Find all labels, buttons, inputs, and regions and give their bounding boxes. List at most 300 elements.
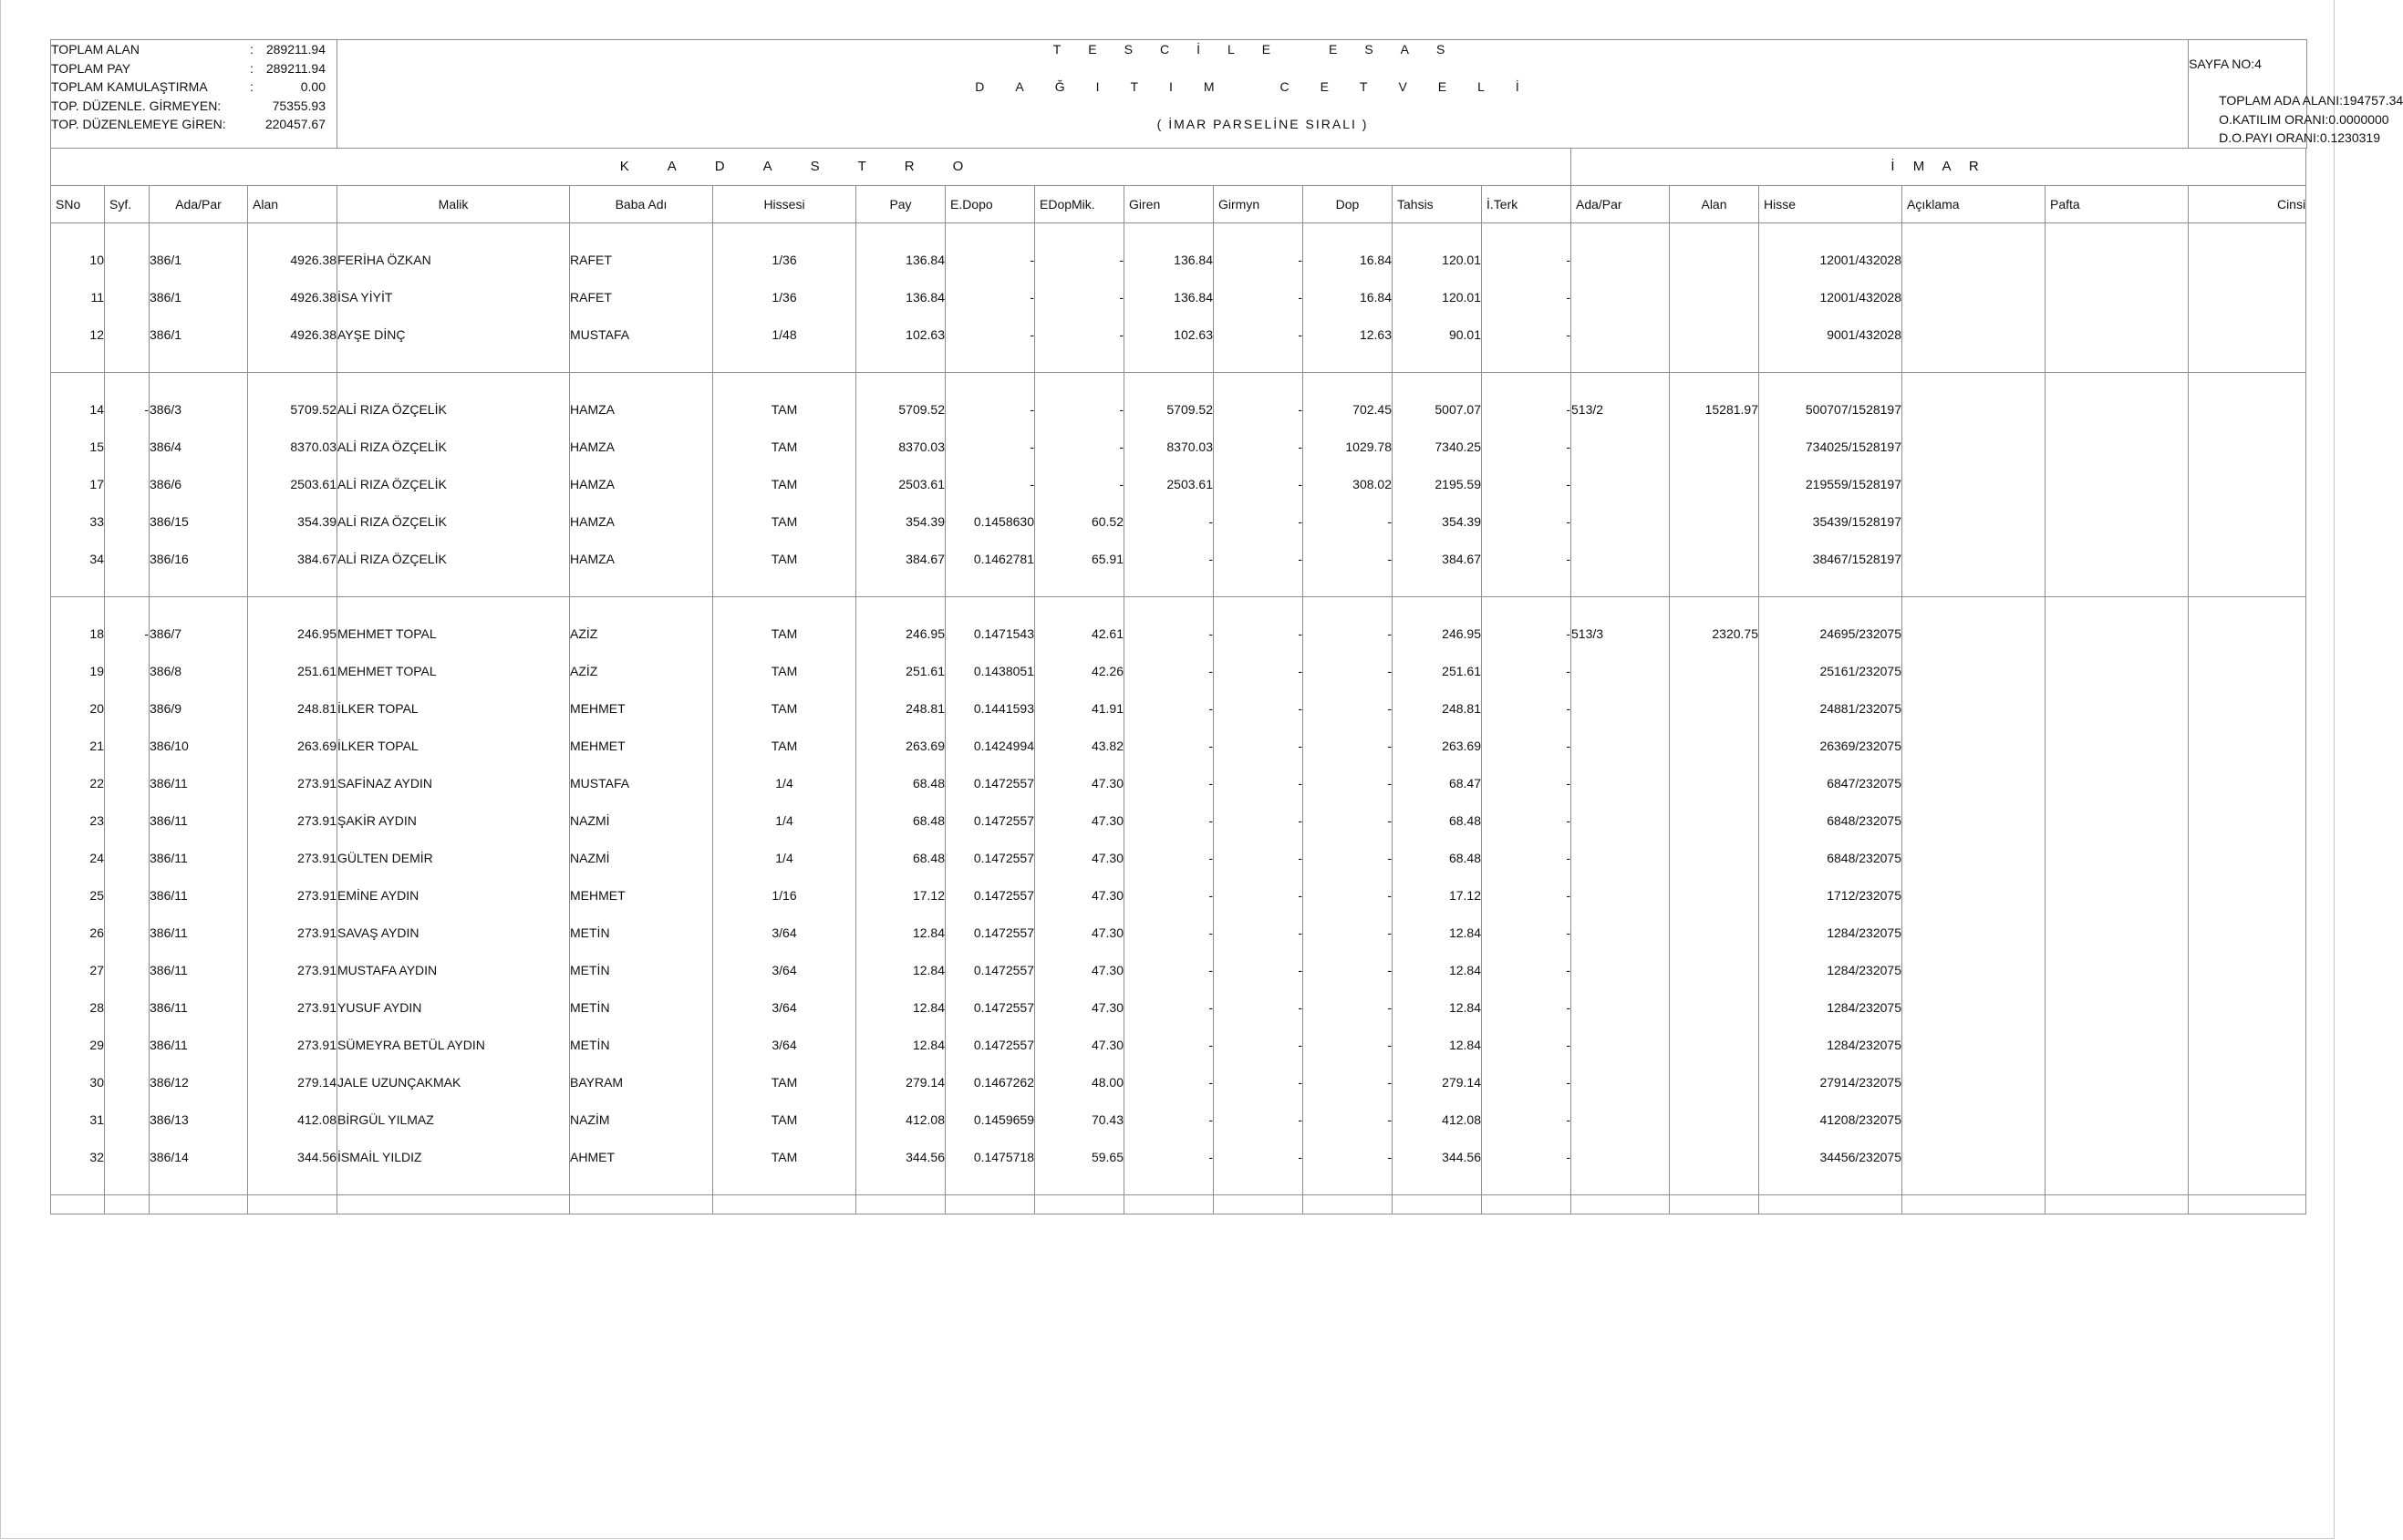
cell-malik: EMİNE AYDIN <box>337 877 570 915</box>
cell-hissesi: TAM <box>713 615 856 653</box>
cell-edopmik: 59.65 <box>1035 1139 1124 1176</box>
cell-edopo: 0.1462781 <box>946 541 1035 578</box>
cell-imar-adapar <box>1571 765 1670 802</box>
cell-tahsis: 263.69 <box>1393 728 1482 765</box>
cell-empty <box>1902 690 2046 728</box>
cell-imar-adapar <box>1571 653 1670 690</box>
cell-empty <box>1902 1027 2046 1064</box>
summary-row <box>51 59 337 78</box>
cell-sno: 18 <box>51 615 105 653</box>
cell-hisse: 24881/232075 <box>1759 690 1902 728</box>
cell-imar-alan: 15281.97 <box>1670 391 1759 429</box>
cell-pay: 12.84 <box>856 952 946 989</box>
cell-adapar: 386/12 <box>150 1064 248 1101</box>
cell-alan: 273.91 <box>248 802 337 840</box>
table-row <box>51 877 2307 915</box>
cell-syf <box>105 1139 150 1176</box>
cell-malik: ALİ RIZA ÖZÇELİK <box>337 391 570 429</box>
cell-hissesi: 1/4 <box>713 765 856 802</box>
cell-hissesi: 3/64 <box>713 1027 856 1064</box>
cell-malik: MEHMET TOPAL <box>337 615 570 653</box>
cell-iterk: - <box>1482 391 1571 429</box>
cell-edopo: 0.1472557 <box>946 840 1035 877</box>
cell-baba: MEHMET <box>570 728 713 765</box>
cell-tahsis: 17.12 <box>1393 877 1482 915</box>
column-header: Alan <box>248 185 337 222</box>
cell-edopmik: 43.82 <box>1035 728 1124 765</box>
column-header: Syf. <box>105 185 150 222</box>
cell-empty <box>2189 1027 2306 1064</box>
table-row <box>51 1027 2307 1064</box>
cell-baba: NAZMİ <box>570 840 713 877</box>
cell-alan: 8370.03 <box>248 429 337 466</box>
cell-baba: RAFET <box>570 242 713 279</box>
summary-label: TOP. DÜZENLEMEYE GİREN: <box>51 117 226 131</box>
cell-empty <box>1902 877 2046 915</box>
cell-giren: 136.84 <box>1124 279 1214 316</box>
cell-dop: - <box>1303 1139 1393 1176</box>
cell-baba: METİN <box>570 952 713 989</box>
column-header: Malik <box>337 185 570 222</box>
cell-empty <box>1902 429 2046 466</box>
cell-tahsis: 68.48 <box>1393 840 1482 877</box>
cell-adapar: 386/9 <box>150 690 248 728</box>
cell-hissesi: TAM <box>713 1101 856 1139</box>
cell-girmyn: - <box>1214 728 1303 765</box>
cell-iterk: - <box>1482 952 1571 989</box>
cell-tahsis: 7340.25 <box>1393 429 1482 466</box>
cell-empty <box>2189 915 2306 952</box>
cell-baba: METİN <box>570 1027 713 1064</box>
cell-alan: 246.95 <box>248 615 337 653</box>
cell-imar-alan <box>1670 279 1759 316</box>
cell-giren: 102.63 <box>1124 316 1214 354</box>
cell-alan: 412.08 <box>248 1101 337 1139</box>
cell-syf <box>105 653 150 690</box>
cell-hisse: 38467/1528197 <box>1759 541 1902 578</box>
cell-adapar: 386/11 <box>150 952 248 989</box>
cell-adapar: 386/8 <box>150 653 248 690</box>
cell-giren: - <box>1124 1064 1214 1101</box>
cell-dop: - <box>1303 877 1393 915</box>
cell-malik: SAVAŞ AYDIN <box>337 915 570 952</box>
cell-dop: 1029.78 <box>1303 429 1393 466</box>
cell-giren: - <box>1124 653 1214 690</box>
cell-hisse: 9001/432028 <box>1759 316 1902 354</box>
cell-edopo: 0.1475718 <box>946 1139 1035 1176</box>
table-row <box>51 466 2307 503</box>
cell-baba: AHMET <box>570 1139 713 1176</box>
cell-imar-alan <box>1670 728 1759 765</box>
cell-iterk: - <box>1482 1139 1571 1176</box>
cell-dop: - <box>1303 615 1393 653</box>
cell-imar-adapar: 513/3 <box>1571 615 1670 653</box>
cell-pay: 246.95 <box>856 615 946 653</box>
spacer-row <box>51 1176 2307 1195</box>
cell-malik: SAFİNAZ AYDIN <box>337 765 570 802</box>
cell-empty <box>1902 765 2046 802</box>
cell-adapar: 386/16 <box>150 541 248 578</box>
cell-empty <box>2046 915 2189 952</box>
cell-imar-adapar <box>1571 503 1670 541</box>
cell-malik: FERİHA ÖZKAN <box>337 242 570 279</box>
cell-empty <box>1902 653 2046 690</box>
cell-imar-alan <box>1670 952 1759 989</box>
cell-empty <box>2046 279 2189 316</box>
column-header: Hissesi <box>713 185 856 222</box>
cell-empty <box>2046 952 2189 989</box>
summary-value: 289211.94 <box>265 42 326 57</box>
table-row <box>51 765 2307 802</box>
cell-pay: 102.63 <box>856 316 946 354</box>
table-row <box>51 690 2307 728</box>
cell-empty <box>2189 690 2306 728</box>
cell-syf <box>105 242 150 279</box>
cell-syf <box>105 989 150 1027</box>
cell-edopmik: 60.52 <box>1035 503 1124 541</box>
cell-alan: 2503.61 <box>248 466 337 503</box>
cell-hissesi: 1/16 <box>713 877 856 915</box>
cell-baba: HAMZA <box>570 503 713 541</box>
cell-adapar: 386/11 <box>150 1027 248 1064</box>
cell-imar-adapar <box>1571 690 1670 728</box>
cell-tahsis: 120.01 <box>1393 242 1482 279</box>
cell-alan: 248.81 <box>248 690 337 728</box>
cell-empty <box>2189 615 2306 653</box>
column-header-row <box>51 185 2307 222</box>
cell-alan: 279.14 <box>248 1064 337 1101</box>
cell-hisse: 734025/1528197 <box>1759 429 1902 466</box>
cell-malik: ŞAKİR AYDIN <box>337 802 570 840</box>
cell-hissesi: TAM <box>713 541 856 578</box>
cell-empty <box>2046 429 2189 466</box>
cell-empty <box>1902 1064 2046 1101</box>
cell-adapar: 386/1 <box>150 316 248 354</box>
cell-adapar: 386/1 <box>150 242 248 279</box>
cell-malik: GÜLTEN DEMİR <box>337 840 570 877</box>
column-header: Cinsi <box>2189 185 2306 222</box>
cell-baba: RAFET <box>570 279 713 316</box>
cell-edopmik: - <box>1035 466 1124 503</box>
cell-empty <box>2189 242 2306 279</box>
cell-girmyn: - <box>1214 466 1303 503</box>
cell-empty <box>2046 1064 2189 1101</box>
cell-dop: - <box>1303 765 1393 802</box>
cell-tahsis: 12.84 <box>1393 989 1482 1027</box>
cell-empty <box>2046 615 2189 653</box>
cell-giren: 136.84 <box>1124 242 1214 279</box>
cell-alan: 4926.38 <box>248 279 337 316</box>
table-row <box>51 242 2307 279</box>
cell-pay: 279.14 <box>856 1064 946 1101</box>
cell-adapar: 386/10 <box>150 728 248 765</box>
cell-girmyn: - <box>1214 503 1303 541</box>
cell-imar-alan <box>1670 503 1759 541</box>
cell-imar-alan <box>1670 840 1759 877</box>
cell-iterk: - <box>1482 466 1571 503</box>
cell-edopo: 0.1472557 <box>946 877 1035 915</box>
cell-edopmik: 47.30 <box>1035 840 1124 877</box>
cell-syf <box>105 1064 150 1101</box>
cell-hisse: 1712/232075 <box>1759 877 1902 915</box>
cell-dop: 16.84 <box>1303 279 1393 316</box>
cell-pay: 8370.03 <box>856 429 946 466</box>
cell-hisse: 12001/432028 <box>1759 242 1902 279</box>
cell-empty <box>2046 242 2189 279</box>
cell-imar-alan <box>1670 466 1759 503</box>
cell-pay: 251.61 <box>856 653 946 690</box>
cell-edopo: 0.1424994 <box>946 728 1035 765</box>
cell-empty <box>2046 840 2189 877</box>
cell-girmyn: - <box>1214 877 1303 915</box>
cell-imar-alan <box>1670 690 1759 728</box>
cell-imar-adapar: 513/2 <box>1571 391 1670 429</box>
summary-value: 289211.94 <box>265 60 326 76</box>
cell-tahsis: 68.48 <box>1393 802 1482 840</box>
cell-adapar: 386/13 <box>150 1101 248 1139</box>
right-info-block <box>2189 40 2403 149</box>
cell-imar-alan <box>1670 989 1759 1027</box>
summary-colon: : <box>250 79 254 94</box>
cell-sno: 17 <box>51 466 105 503</box>
cell-imar-alan <box>1670 1064 1759 1101</box>
cell-edopo: - <box>946 242 1035 279</box>
cell-alan: 273.91 <box>248 877 337 915</box>
cell-pay: 136.84 <box>856 279 946 316</box>
cell-imar-alan <box>1670 242 1759 279</box>
cell-empty <box>2189 429 2306 466</box>
cell-imar-adapar <box>1571 1139 1670 1176</box>
cell-edopo: 0.1472557 <box>946 989 1035 1027</box>
cell-giren: - <box>1124 765 1214 802</box>
cell-malik: MUSTAFA AYDIN <box>337 952 570 989</box>
table-row <box>51 915 2307 952</box>
cell-edopo: 0.1472557 <box>946 915 1035 952</box>
cell-baba: METİN <box>570 989 713 1027</box>
summary-value: 220457.67 <box>264 117 326 131</box>
cell-tahsis: 5007.07 <box>1393 391 1482 429</box>
table-row <box>51 952 2307 989</box>
cell-empty <box>2189 989 2306 1027</box>
cell-tahsis: 354.39 <box>1393 503 1482 541</box>
cell-imar-alan <box>1670 765 1759 802</box>
cell-hissesi: TAM <box>713 1064 856 1101</box>
summary-colon <box>250 115 263 134</box>
cell-empty <box>2046 653 2189 690</box>
cell-sno: 25 <box>51 877 105 915</box>
cell-empty <box>1902 840 2046 877</box>
cell-sno: 22 <box>51 765 105 802</box>
cell-hissesi: 3/64 <box>713 952 856 989</box>
cell-pay: 344.56 <box>856 1139 946 1176</box>
cell-imar-alan <box>1670 1027 1759 1064</box>
cell-empty <box>2046 690 2189 728</box>
cell-girmyn: - <box>1214 429 1303 466</box>
cell-pay: 12.84 <box>856 1027 946 1064</box>
cell-edopo: - <box>946 279 1035 316</box>
cell-edopmik: 42.26 <box>1035 653 1124 690</box>
cell-alan: 273.91 <box>248 840 337 877</box>
column-header: Açıklama <box>1902 185 2046 222</box>
cell-iterk: - <box>1482 989 1571 1027</box>
cell-girmyn: - <box>1214 1101 1303 1139</box>
cell-edopo: - <box>946 429 1035 466</box>
cell-empty <box>2046 1101 2189 1139</box>
cell-dop: - <box>1303 989 1393 1027</box>
table-row <box>51 1064 2307 1101</box>
cell-hisse: 12001/432028 <box>1759 279 1902 316</box>
cell-girmyn: - <box>1214 1027 1303 1064</box>
column-header: İ.Terk <box>1482 185 1571 222</box>
cell-tahsis: 90.01 <box>1393 316 1482 354</box>
cell-edopmik: 47.30 <box>1035 952 1124 989</box>
cell-pay: 136.84 <box>856 242 946 279</box>
cell-imar-adapar <box>1571 279 1670 316</box>
cell-iterk: - <box>1482 615 1571 653</box>
cell-dop: - <box>1303 952 1393 989</box>
cell-dop: - <box>1303 503 1393 541</box>
column-header: E.Dopo <box>946 185 1035 222</box>
summary-block <box>51 40 337 149</box>
cell-baba: HAMZA <box>570 429 713 466</box>
summary-row <box>51 97 337 116</box>
column-header: Pafta <box>2046 185 2189 222</box>
right-info-row <box>2189 110 2389 129</box>
table-row <box>51 615 2307 653</box>
cell-iterk: - <box>1482 1027 1571 1064</box>
cell-dop: 12.63 <box>1303 316 1393 354</box>
cell-malik: ALİ RIZA ÖZÇELİK <box>337 429 570 466</box>
summary-label: TOPLAM KAMULAŞTIRMA <box>51 79 208 94</box>
cell-imar-adapar <box>1571 541 1670 578</box>
cell-edopo: 0.1472557 <box>946 1027 1035 1064</box>
table-row <box>51 1139 2307 1176</box>
cell-hisse: 1284/232075 <box>1759 915 1902 952</box>
cell-hissesi: TAM <box>713 728 856 765</box>
cell-girmyn: - <box>1214 690 1303 728</box>
cell-tahsis: 120.01 <box>1393 279 1482 316</box>
cell-imar-alan <box>1670 653 1759 690</box>
cell-imar-alan <box>1670 1101 1759 1139</box>
table-row <box>51 279 2307 316</box>
right-info-value: 0.1230319 <box>2319 130 2380 145</box>
cell-edopmik: 41.91 <box>1035 690 1124 728</box>
cell-imar-adapar <box>1571 316 1670 354</box>
cell-pay: 354.39 <box>856 503 946 541</box>
cell-sno: 11 <box>51 279 105 316</box>
cell-dop: - <box>1303 728 1393 765</box>
cell-syf <box>105 915 150 952</box>
cell-giren: 2503.61 <box>1124 466 1214 503</box>
cell-syf <box>105 466 150 503</box>
cell-empty <box>1902 1139 2046 1176</box>
cell-empty <box>1902 541 2046 578</box>
cell-sno: 20 <box>51 690 105 728</box>
cell-hisse: 6848/232075 <box>1759 802 1902 840</box>
cell-sno: 27 <box>51 952 105 989</box>
cell-empty <box>2046 802 2189 840</box>
cell-malik: İLKER TOPAL <box>337 690 570 728</box>
table-row <box>51 840 2307 877</box>
cell-adapar: 386/1 <box>150 279 248 316</box>
cell-edopmik: 47.30 <box>1035 1027 1124 1064</box>
cell-empty <box>2189 1101 2306 1139</box>
column-header: Pay <box>856 185 946 222</box>
cell-dop: - <box>1303 1064 1393 1101</box>
cell-syf: - <box>105 391 150 429</box>
cell-hisse: 41208/232075 <box>1759 1101 1902 1139</box>
cell-hisse: 6848/232075 <box>1759 840 1902 877</box>
table-row <box>51 989 2307 1027</box>
cell-hisse: 35439/1528197 <box>1759 503 1902 541</box>
summary-row <box>51 78 337 97</box>
cell-tahsis: 248.81 <box>1393 690 1482 728</box>
right-info-row <box>2189 129 2380 148</box>
cell-alan: 384.67 <box>248 541 337 578</box>
cell-edopo: 0.1438051 <box>946 653 1035 690</box>
cell-hissesi: 1/36 <box>713 242 856 279</box>
column-header: Alan <box>1670 185 1759 222</box>
cell-girmyn: - <box>1214 1064 1303 1101</box>
cell-malik: İSMAİL YILDIZ <box>337 1139 570 1176</box>
table-row <box>51 1101 2307 1139</box>
cell-malik: İSA YİYİT <box>337 279 570 316</box>
cell-malik: YUSUF AYDIN <box>337 989 570 1027</box>
cell-pay: 248.81 <box>856 690 946 728</box>
cell-imar-adapar <box>1571 877 1670 915</box>
table-row <box>51 503 2307 541</box>
cell-iterk: - <box>1482 877 1571 915</box>
cell-edopmik: - <box>1035 391 1124 429</box>
section-imar: İ M A R <box>1571 148 2306 185</box>
cell-hisse: 25161/232075 <box>1759 653 1902 690</box>
cell-hisse: 1284/232075 <box>1759 1027 1902 1064</box>
cell-edopmik: - <box>1035 316 1124 354</box>
cell-edopmik: 65.91 <box>1035 541 1124 578</box>
cell-iterk: - <box>1482 840 1571 877</box>
cell-empty <box>2189 466 2306 503</box>
cell-adapar: 386/11 <box>150 802 248 840</box>
cell-empty <box>2189 728 2306 765</box>
cell-adapar: 386/14 <box>150 1139 248 1176</box>
cell-dop: - <box>1303 653 1393 690</box>
cell-malik: AYŞE DİNÇ <box>337 316 570 354</box>
right-info-value: 194757.34 <box>2343 93 2403 108</box>
cell-imar-adapar <box>1571 728 1670 765</box>
spacer-row <box>51 578 2307 597</box>
cell-dop: 702.45 <box>1303 391 1393 429</box>
cell-tahsis: 384.67 <box>1393 541 1482 578</box>
cell-girmyn: - <box>1214 915 1303 952</box>
cell-iterk: - <box>1482 316 1571 354</box>
cell-girmyn: - <box>1214 541 1303 578</box>
cell-empty <box>1902 279 2046 316</box>
cell-imar-adapar <box>1571 915 1670 952</box>
column-header: Girmyn <box>1214 185 1303 222</box>
column-header: Ada/Par <box>1571 185 1670 222</box>
cell-empty <box>2189 541 2306 578</box>
cell-syf <box>105 802 150 840</box>
cell-giren: - <box>1124 952 1214 989</box>
cell-malik: JALE UZUNÇAKMAK <box>337 1064 570 1101</box>
cell-malik: ALİ RIZA ÖZÇELİK <box>337 503 570 541</box>
cell-dop: - <box>1303 802 1393 840</box>
cell-empty <box>2189 653 2306 690</box>
cell-syf <box>105 279 150 316</box>
cell-pay: 12.84 <box>856 989 946 1027</box>
summary-label: TOP. DÜZENLE. GİRMEYEN: <box>51 98 222 113</box>
cell-empty <box>1902 952 2046 989</box>
